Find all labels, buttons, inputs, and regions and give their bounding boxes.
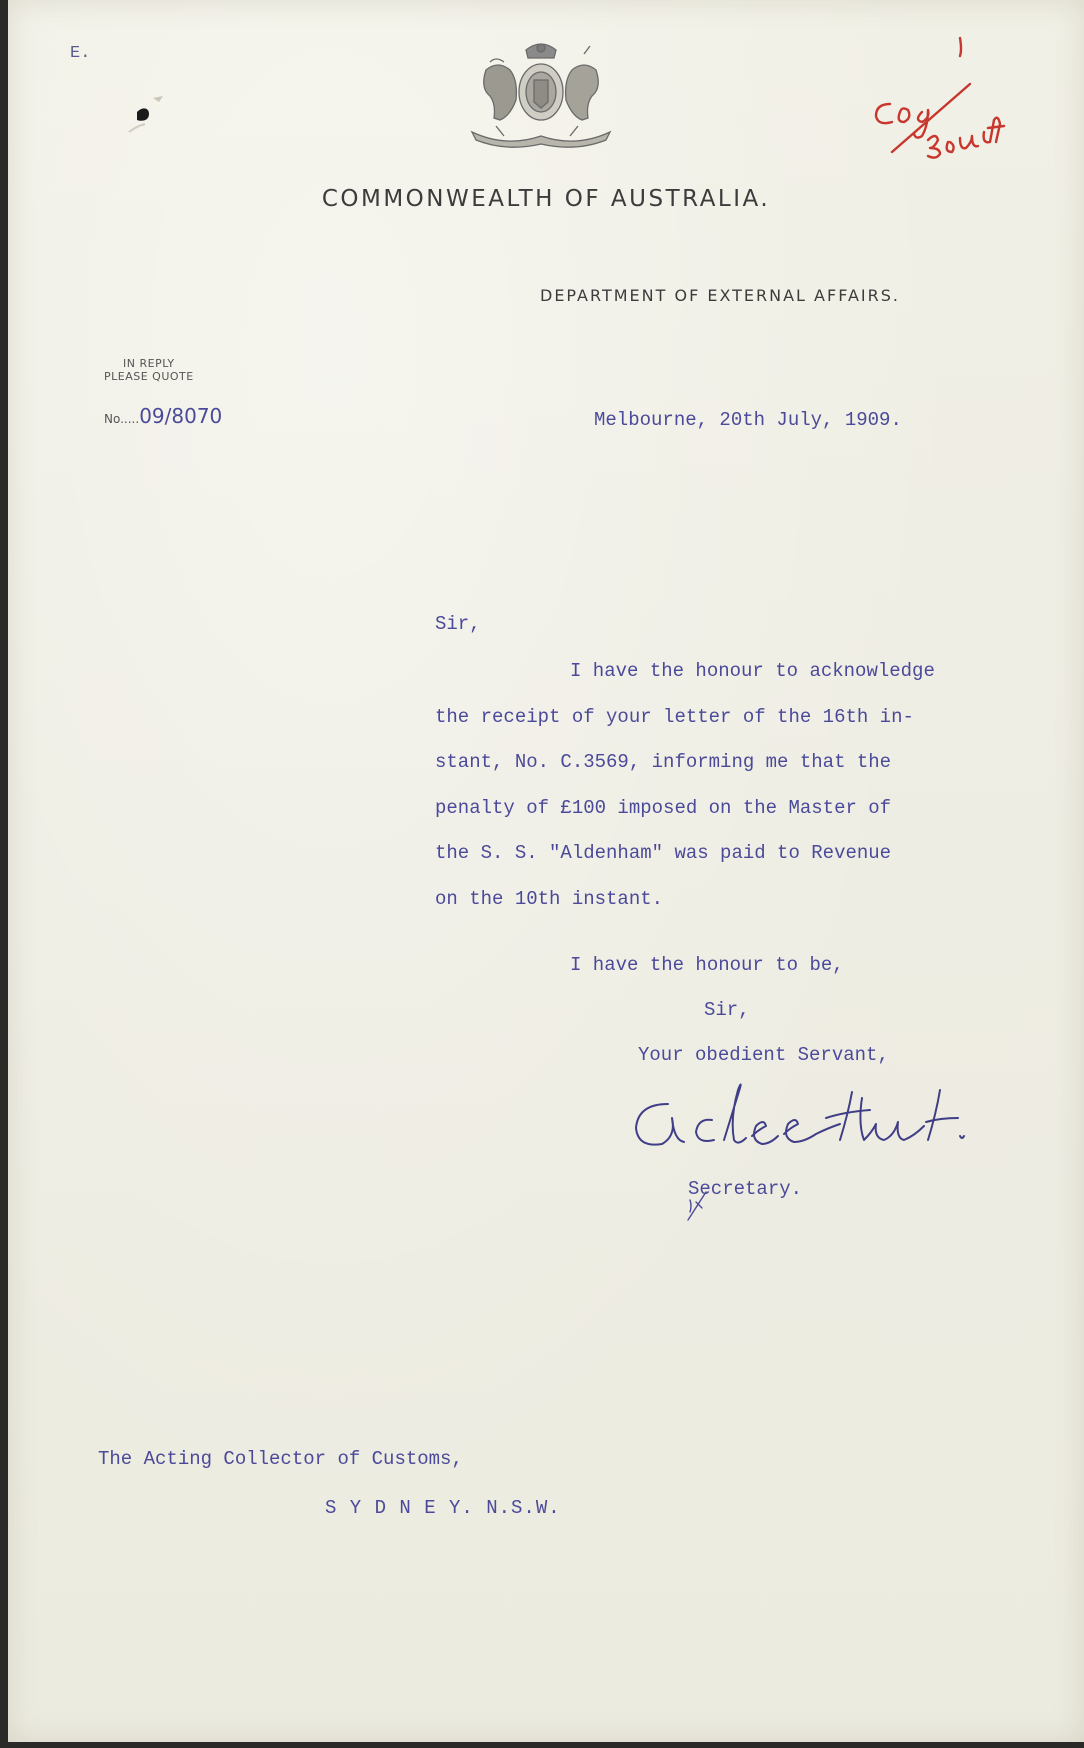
body-line: the S. S. "Aldenham" was paid to Revenue [435, 842, 892, 864]
reply-label [104, 357, 194, 383]
body-line: penalty of £100 imposed on the Master of [435, 797, 892, 819]
show-through-ghost [308, 350, 338, 488]
signature-title: Secretary. [688, 1178, 803, 1200]
closing-line: I have the honour to be, [570, 954, 844, 976]
body-line: on the 10th instant. [435, 888, 664, 910]
corner-mark: E. [70, 44, 91, 63]
body-line: I have the honour to acknowledge [570, 660, 935, 682]
coat-of-arms-crest-icon [466, 40, 616, 150]
red-handwritten-annotation [848, 20, 1048, 170]
letter-page [8, 0, 1084, 1742]
reference-number [104, 404, 222, 428]
reference-prefix: No..... [104, 412, 140, 426]
addressee-line: The Acting Collector of Customs, [98, 1448, 463, 1470]
date-line: Melbourne, 20th July, 1909. [594, 409, 902, 431]
letterhead-department: DEPARTMENT OF EXTERNAL AFFAIRS. [540, 286, 900, 305]
body-line: the receipt of your letter of the 16th in- [435, 706, 914, 728]
ink-blot-icon [123, 92, 173, 142]
reply-label-line2: PLEASE QUOTE [104, 370, 194, 383]
salutation: Sir, [435, 613, 481, 635]
reference-value: 09/8070 [139, 404, 223, 428]
handwritten-signature [628, 1074, 1048, 1164]
reply-label-line1: IN REPLY [123, 357, 175, 370]
body-line: stant, No. C.3569, informing me that the [435, 751, 892, 773]
closing-line: Sir, [704, 999, 750, 1021]
addressee-city: S Y D N E Y. N.S.W. [325, 1497, 561, 1519]
closing-line: Your obedient Servant, [638, 1044, 889, 1066]
letterhead-title: COMMONWEALTH OF AUSTRALIA. [321, 186, 771, 212]
